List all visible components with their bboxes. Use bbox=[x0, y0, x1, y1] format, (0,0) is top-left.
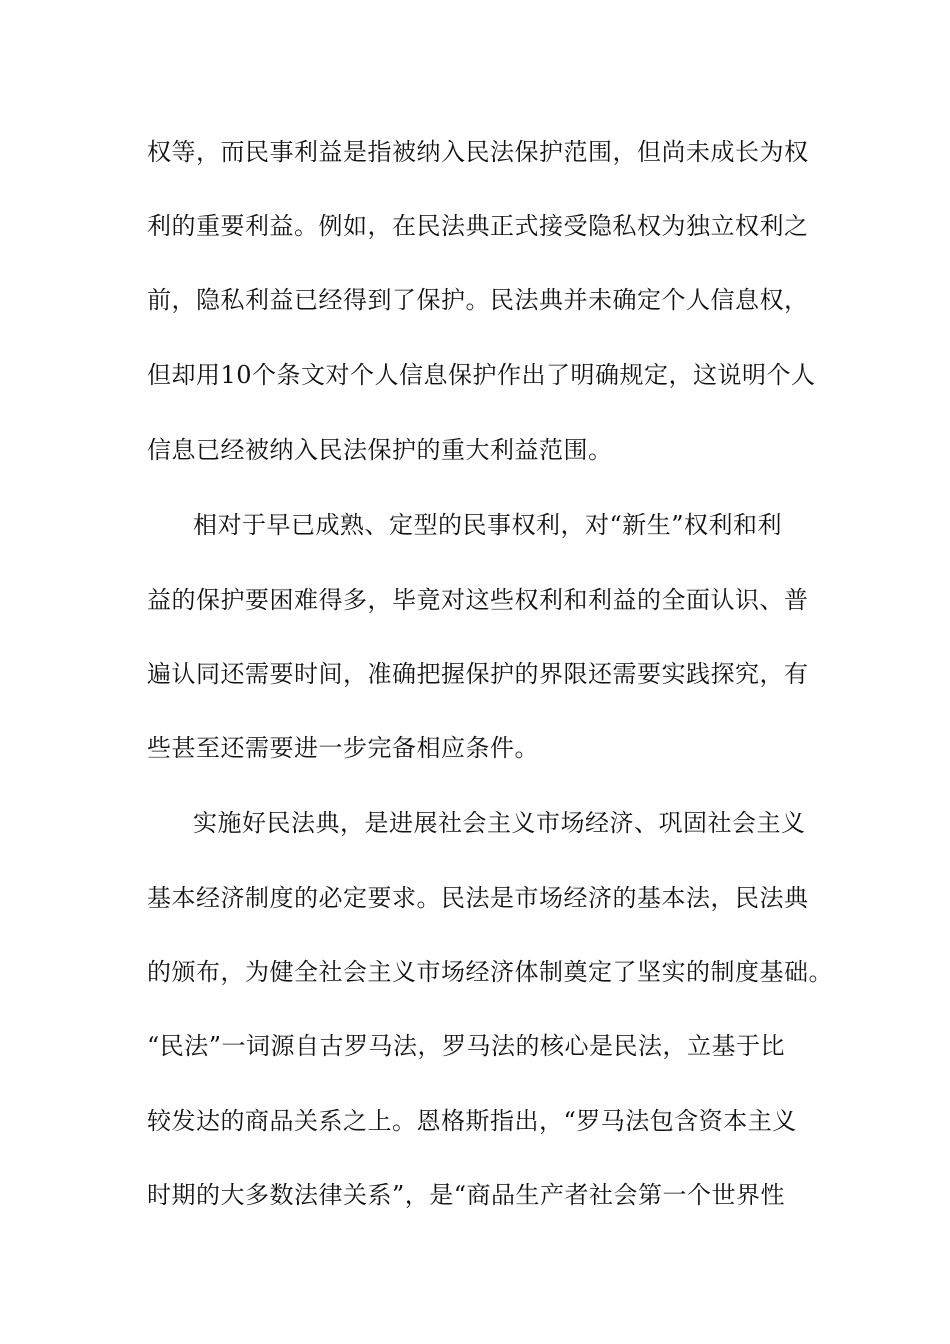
paragraph-start-line: 相对于早已成熟、定型的民事权利，对“新生”权利和利 bbox=[193, 511, 783, 539]
text-line: 的颁布，为健全社会主义市场经济体制奠定了坚实的制度基础。 bbox=[147, 958, 833, 986]
text-line: 信息已经被纳入民法保护的重大利益范围。 bbox=[147, 436, 613, 464]
text-line: 遍认同还需要时间，准确把握保护的界限还需要实践探究，有 bbox=[147, 660, 809, 688]
text-line: 前，隐私利益已经得到了保护。民法典并未确定个人信息权， bbox=[147, 286, 809, 314]
text-line: 较发达的商品关系之上。恩格斯指出，“罗马法包含资本主义 bbox=[147, 1107, 797, 1135]
paragraph-start-line: 实施好民法典，是进展社会主义市场经济、巩固社会主义 bbox=[193, 809, 806, 837]
text-line: 基本经济制度的必定要求。民法是市场经济的基本法，民法典 bbox=[147, 884, 809, 912]
text-line: 但却用10个条文对个人信息保护作出了明确规定，这说明个人 bbox=[147, 361, 816, 389]
text-line: 益的保护要困难得多，毕竟对这些权利和利益的全面认识、普 bbox=[147, 586, 809, 614]
text-line: 利的重要利益。例如，在民法典正式接受隐私权为独立权利之 bbox=[147, 212, 809, 240]
text-line: “民法”一词源自古罗马法，罗马法的核心是民法，立基于比 bbox=[147, 1032, 786, 1060]
text-line: 权等，而民事利益是指被纳入民法保护范围，但尚未成长为权 bbox=[147, 138, 809, 166]
text-line: 时期的大多数法律关系”，是“商品生产者社会第一个世界性 bbox=[147, 1181, 786, 1209]
text-line: 些甚至还需要进一步完备相应条件。 bbox=[147, 734, 539, 762]
